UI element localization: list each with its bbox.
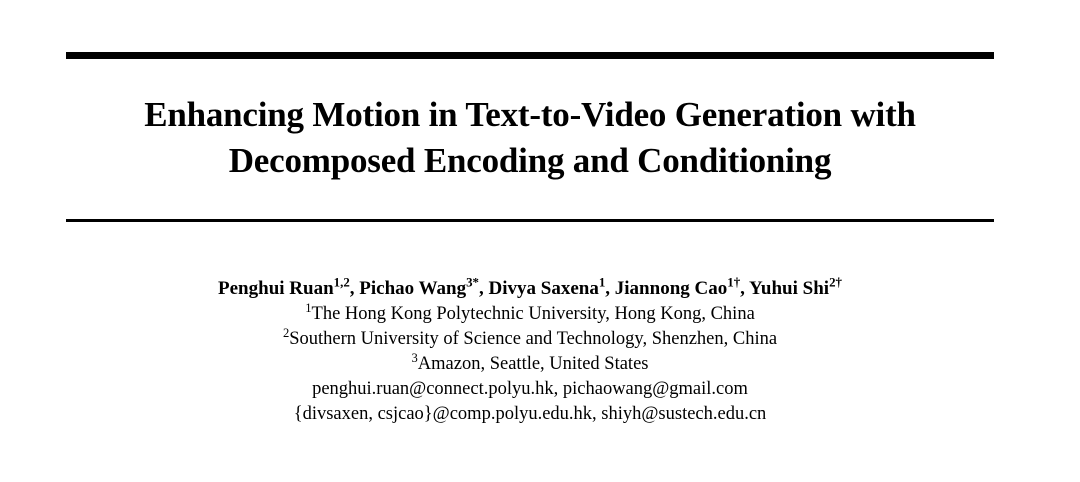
top-horizontal-rule [66, 52, 994, 59]
author-separator-2: , [479, 278, 489, 299]
author-name-3: Divya Saxena [488, 278, 599, 299]
affiliation-text-3: Amazon, Seattle, United States [417, 354, 649, 374]
affiliation-text-1: The Hong Kong Polytechnic University, Hong Kong, China [311, 304, 755, 324]
affiliation-line-1 [66, 302, 994, 327]
author-block [66, 276, 994, 427]
author-separator-3: , [605, 278, 615, 299]
author-separator-1: , [349, 278, 360, 299]
author-affil-marks-5: 2† [829, 274, 842, 290]
author-name-5: Yuhui Shi [748, 278, 830, 299]
affiliation-line-2 [66, 327, 994, 352]
title-line-2: Decomposed Encoding and Conditioning [228, 141, 832, 180]
author-separator-4: , [740, 278, 749, 299]
author-name-4: Jiannong Cao [614, 278, 728, 299]
email-line-1: penghui.ruan@connect.polyu.hk, pichaowang@gmail.com [312, 379, 748, 399]
title-separator-rule [66, 219, 994, 222]
author-affil-marks-1: 1,2 [333, 274, 350, 290]
affiliation-mark-2: 2 [282, 325, 290, 340]
author-affil-marks-4: 1† [727, 274, 741, 290]
email-line-2: {divsaxen, csjcao}@comp.polyu.edu.hk, shiyh@sustech.edu.cn [293, 404, 767, 424]
author-name-2: Pichao Wang [359, 278, 467, 299]
author-affil-marks-3: 1 [598, 274, 606, 290]
affiliation-text-2: Southern University of Science and Technology, Shenzhen, China [289, 329, 778, 349]
title-line-1: Enhancing Motion in Text-to-Video Generation with [144, 95, 916, 134]
author-affil-marks-2: 3* [466, 274, 479, 290]
author-name-1: Penghui Ruan [218, 278, 334, 299]
affiliation-mark-1: 1 [305, 300, 312, 315]
affiliation-line-3 [66, 352, 994, 377]
author-names-line [66, 276, 994, 302]
page-title [66, 92, 994, 184]
affiliation-mark-3: 3 [411, 350, 418, 365]
